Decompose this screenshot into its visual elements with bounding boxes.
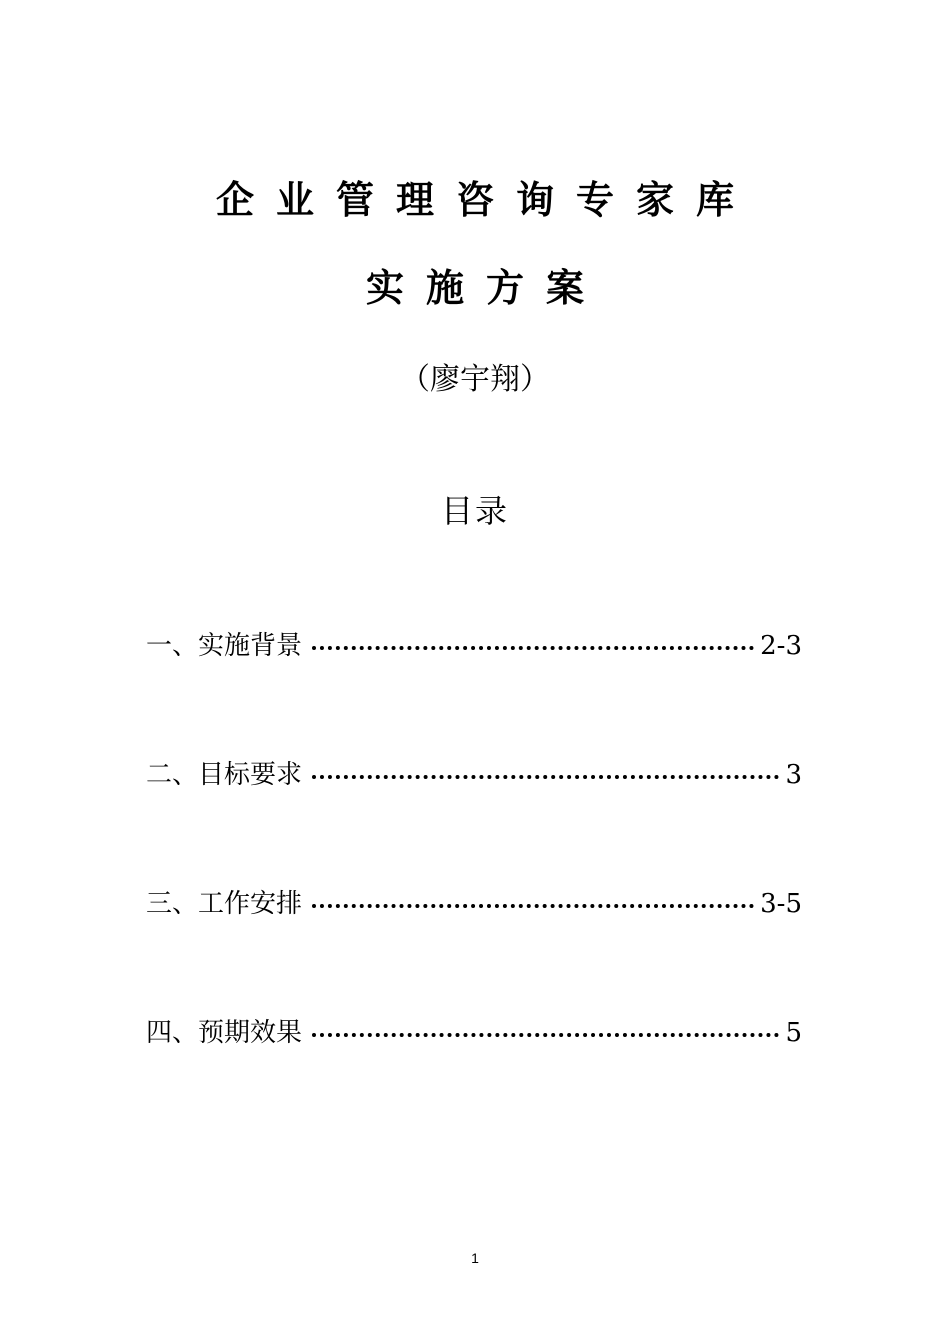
toc-entry bbox=[146, 878, 802, 930]
toc-entry-page: 3-5 bbox=[760, 889, 802, 919]
toc-entry bbox=[146, 1007, 802, 1059]
table-of-contents bbox=[146, 620, 802, 1136]
toc-entry bbox=[146, 749, 802, 801]
toc-entry bbox=[146, 620, 802, 672]
document-title-line-1: 企业管理咨询专家库 bbox=[215, 178, 756, 222]
toc-heading: 目录 bbox=[440, 492, 509, 530]
toc-entry-page: 5 bbox=[785, 1018, 802, 1048]
toc-entry-page: 3 bbox=[785, 760, 802, 790]
toc-dot-leader bbox=[312, 775, 779, 779]
author-name: （廖宇翔） bbox=[400, 362, 550, 397]
toc-entry-label: 二、目标要求 bbox=[146, 760, 303, 790]
toc-dot-leader bbox=[312, 904, 754, 908]
page-number: 1 bbox=[471, 1250, 479, 1266]
toc-entry-label: 一、实施背景 bbox=[146, 631, 303, 661]
document-title-line-2: 实施方案 bbox=[365, 266, 606, 310]
toc-dot-leader bbox=[312, 1033, 779, 1037]
toc-entry-label: 四、预期效果 bbox=[146, 1018, 303, 1048]
toc-entry-label: 三、工作安排 bbox=[146, 889, 303, 919]
toc-dot-leader bbox=[312, 646, 754, 650]
toc-entry-page: 2-3 bbox=[760, 631, 802, 661]
